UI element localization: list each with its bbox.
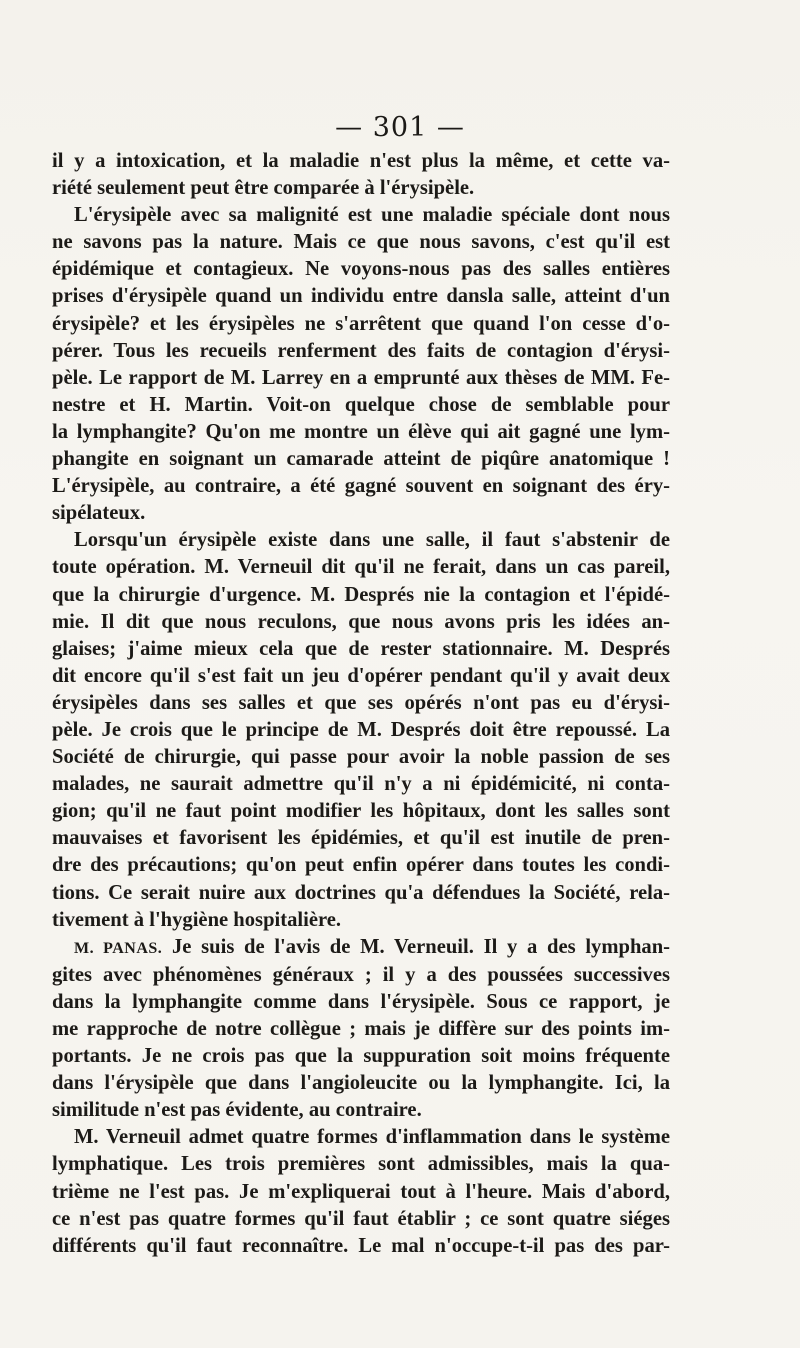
text-line: L'érysipèle avec sa malignité est une maladie spéciale dont nous <box>74 204 670 227</box>
text-line: Société de chirurgie, qui passe pour avoir la noble passion de ses <box>52 746 670 769</box>
text-line: glaises; j'aime mieux cela que de rester stationnaire. M. Després <box>52 637 670 660</box>
text-line: différents qu'il faut reconnaître. Le mal n'occupe-t-il pas des par- <box>52 1234 670 1257</box>
paragraph-4 <box>52 934 670 1125</box>
text-line: prises d'érysipèle quand un individu entre dansla salle, atteint d'un <box>52 285 670 308</box>
text-line: Lorsqu'un érysipèle existe dans une salle, il faut s'abstenir de <box>74 529 670 552</box>
text-line: tions. Ce serait nuire aux doctrines qu'a défendues la Société, rela- <box>52 881 670 904</box>
text-line: nestre et H. Martin. Voit-on quelque chose de semblable pour <box>52 393 670 416</box>
paragraph-3 <box>52 527 670 933</box>
paragraph-2 <box>52 202 670 527</box>
text-line: érysipèle? et les érysipèles ne s'arrêtent que quand l'on cesse d'o- <box>52 312 670 335</box>
text-line: phangite en soignant un camarade atteint de piqûre anatomique ! <box>52 448 670 471</box>
text-line: gion; qu'il ne faut point modifier les hôpitaux, dont les salles sont <box>52 800 670 823</box>
paragraph-1 <box>52 148 670 202</box>
text-line: lymphatique. Les trois premières sont admissibles, mais la qua- <box>52 1153 670 1176</box>
speaker-name: M. PANAS. <box>74 939 163 957</box>
text-line: ce n'est pas quatre formes qu'il faut établir ; ce sont quatre siéges <box>52 1207 670 1230</box>
body-text <box>52 148 670 1260</box>
text-line: la lymphangite? Qu'on me montre un élève qui ait gagné une lym- <box>52 420 670 443</box>
text-line: similitude n'est pas évidente, au contraire. <box>52 1099 422 1122</box>
text-line: dit encore qu'il s'est fait un jeu d'opérer pendant qu'il y avait deux <box>52 664 670 687</box>
text-line: érysipèles dans ses salles et que ses opérés n'ont pas eu d'érysi- <box>52 691 670 714</box>
text-line: malades, ne saurait admettre qu'il n'y a ni épidémicité, ni conta- <box>52 773 670 796</box>
text-line: sipélateux. <box>52 502 146 525</box>
text-line: dans la lymphangite comme dans l'érysipèle. Sous ce rapport, je <box>52 990 670 1013</box>
text-line: il y a intoxication, et la maladie n'est plus la même, et cette va- <box>52 150 670 172</box>
text-line-rest: Je suis de l'avis de M. Verneuil. Il y a des lymphan- <box>162 935 671 958</box>
text-line: M. Verneuil admet quatre formes d'inflammation dans le système <box>74 1126 670 1149</box>
text-line: dre des précautions; qu'on peut enfin opérer dans toutes les condi- <box>52 854 670 877</box>
text-line <box>52 934 670 962</box>
text-line: pèle. Je crois que le principe de M. Després doit être repoussé. La <box>52 718 670 741</box>
text-line: L'érysipèle, au contraire, a été gagné souvent en soignant des éry- <box>52 475 670 498</box>
text-line: riété seulement peut être comparée à l'érysipèle. <box>52 177 475 200</box>
text-line: mie. Il dit que nous reculons, que nous avons pris les idées an- <box>52 610 670 633</box>
text-line: pèle. Le rapport de M. Larrey en a emprunté aux thèses de MM. Fe- <box>52 366 670 389</box>
text-line: trième ne l'est pas. Je m'expliquerai tout à l'heure. Mais d'abord, <box>52 1180 670 1203</box>
page-number: — 301 — <box>335 112 465 143</box>
text-line: pérer. Tous les recueils renferment des faits de contagion d'érysi- <box>52 339 670 362</box>
text-line: dans l'érysipèle que dans l'angioleucite ou la lymphangite. Ici, la <box>52 1072 670 1095</box>
text-line: me rapproche de notre collègue ; mais je diffère sur des points im- <box>52 1018 670 1040</box>
text-line: toute opération. M. Verneuil dit qu'il ne ferait, dans un cas pareil, <box>52 556 670 579</box>
text-line: ne savons pas la nature. Mais ce que nous savons, c'est qu'il est <box>52 231 670 254</box>
text-line: portants. Je ne crois pas que la suppuration soit moins fréquente <box>52 1045 670 1068</box>
text-line: que la chirurgie d'urgence. M. Després nie la contagion et l'épidé- <box>52 583 670 606</box>
paragraph-5 <box>52 1124 670 1259</box>
text-line: mauvaises et favorisent les épidémies, et qu'il est inutile de pren- <box>52 827 670 850</box>
text-line: tivement à l'hygiène hospitalière. <box>52 908 342 931</box>
text-line: gites avec phénomènes généraux ; il y a des poussées successives <box>52 963 670 986</box>
text-line: épidémique et contagieux. Ne voyons-nous pas des salles entières <box>52 258 670 281</box>
